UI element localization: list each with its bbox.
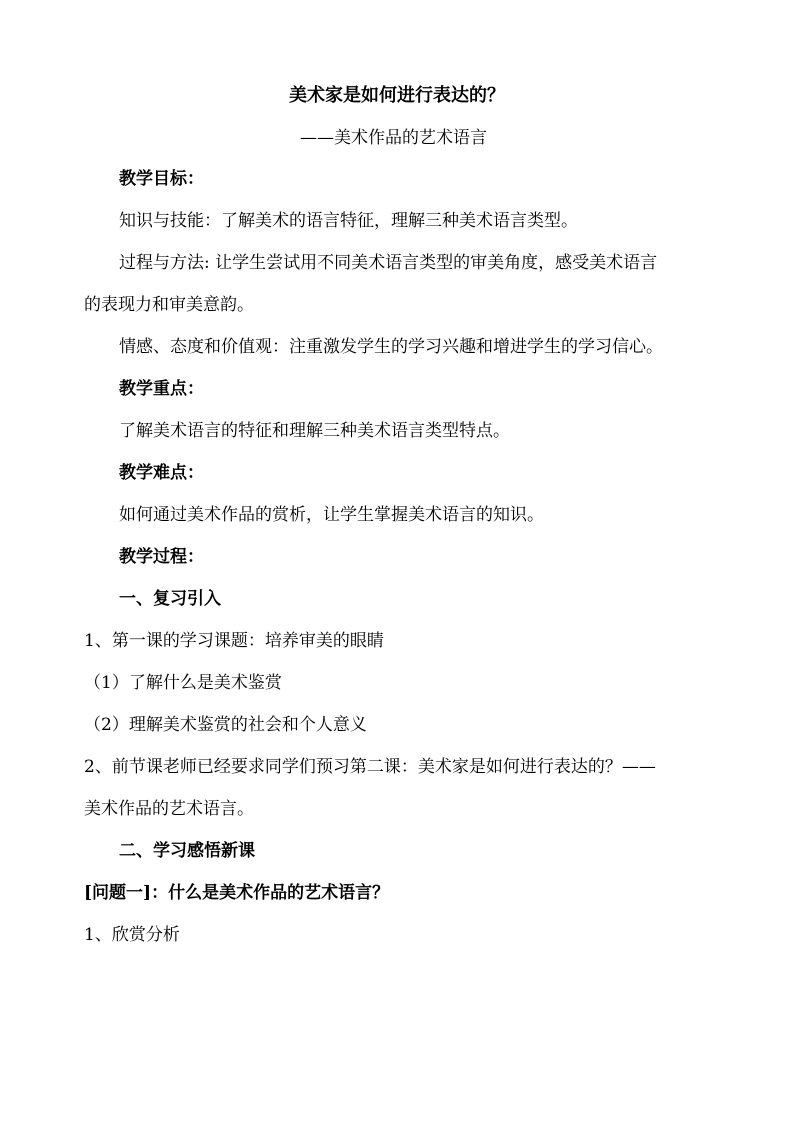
objectives-heading: 教学目标： — [119, 169, 204, 189]
part1-heading: 一、复习引入 — [119, 589, 221, 609]
process-objective-line1: 过程与方法: 让学生尝试用不同美术语言类型的审美角度，感受美术语言 — [119, 253, 658, 273]
difficulties-heading: 教学难点： — [119, 463, 204, 483]
review-item-2-line1: 2、前节课老师已经要求同学们预习第二课：美术家是如何进行表达的？—— — [84, 757, 656, 777]
review-item-1: 1、第一课的学习课题：培养审美的眼睛 — [84, 631, 384, 651]
part2-heading: 二、学习感悟新课 — [119, 841, 255, 861]
key-points-heading: 教学重点： — [119, 379, 204, 399]
difficulties-text: 如何通过美术作品的赏析，让学生掌握美术语言的知识。 — [119, 505, 544, 525]
emotion-objective: 情感、态度和价值观：注重激发学生的学习兴趣和增进学生的学习信心。 — [119, 337, 663, 357]
review-subitem-1: （1）了解什么是美术鉴赏 — [84, 673, 282, 693]
question-1-heading: [问题一]：什么是美术作品的艺术语言？ — [84, 883, 390, 903]
page-title: 美术家是如何进行表达的？ — [289, 85, 505, 106]
process-heading: 教学过程： — [119, 547, 204, 567]
knowledge-objective: 知识与技能：了解美术的语言特征，理解三种美术语言类型。 — [119, 211, 578, 231]
appreciation-item-1: 1、欣赏分析 — [84, 925, 180, 945]
key-points-text: 了解美术语言的特征和理解三种美术语言类型特点。 — [119, 421, 510, 441]
process-objective-line2: 的表现力和审美意韵。 — [84, 295, 254, 315]
page-subtitle: ——美术作品的艺术语言 — [300, 128, 487, 148]
review-subitem-2: （2）理解美术鉴赏的社会和个人意义 — [84, 715, 367, 735]
review-item-2-line2: 美术作品的艺术语言。 — [84, 799, 254, 819]
